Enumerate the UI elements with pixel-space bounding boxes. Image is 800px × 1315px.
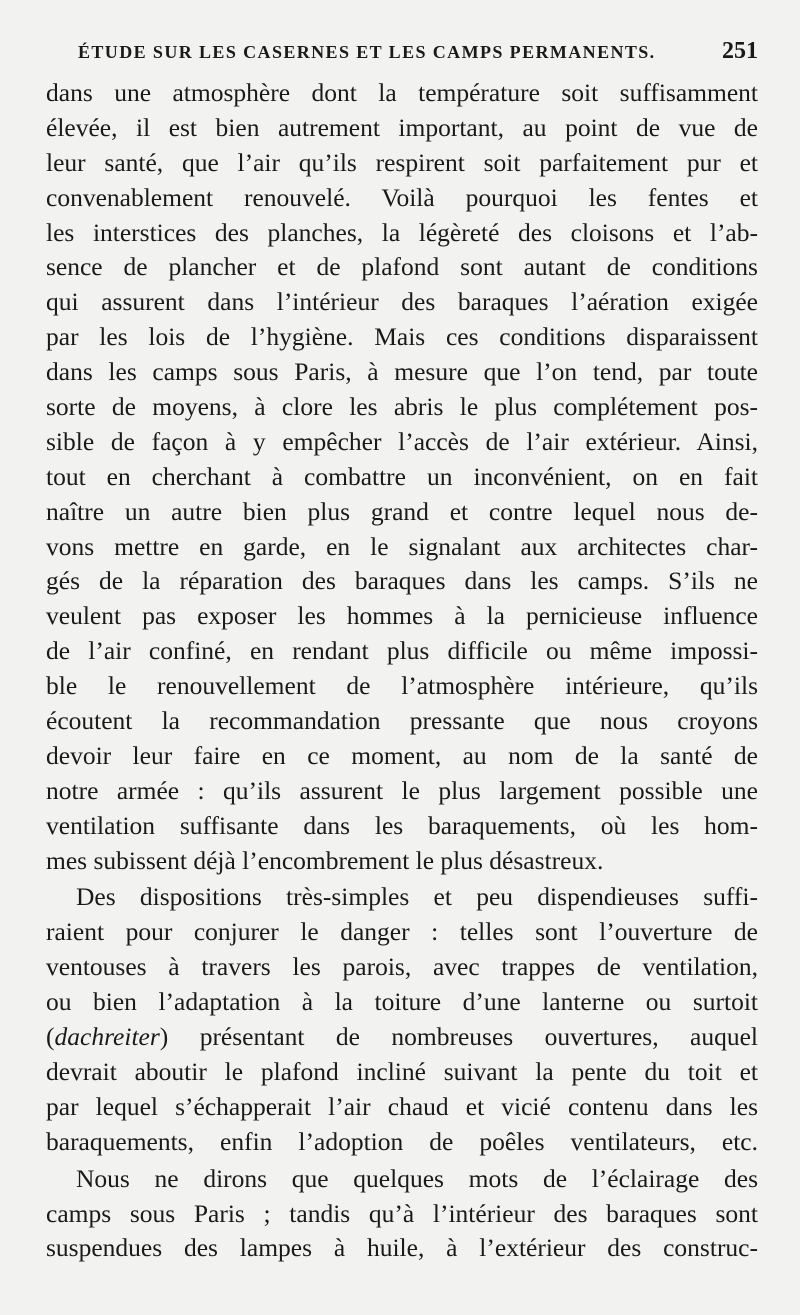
text-line: veulent pas exposer les hommes à la pernicieuse influence xyxy=(46,601,758,631)
header-title: ÉTUDE SUR LES CASERNES ET LES CAMPS PERMANENTS. xyxy=(78,42,656,62)
text-line: suspendues des lampes à huile, à l’extérieur des construc- xyxy=(46,1233,758,1263)
text-line: par les lois de l’hygiène. Mais ces conditions disparaissent xyxy=(46,322,758,352)
text-line: raient pour conjurer le danger : telles sont l’ouverture de xyxy=(46,917,758,947)
text-line: élevée, il est bien autrement important, au point de vue de xyxy=(46,112,758,142)
text-line: dans une atmosphère dont la température soit suffisamment xyxy=(46,78,758,107)
text-line: ventouses à travers les parois, avec trappes de ventilation, xyxy=(46,952,758,982)
text-line: sence de plancher et de plafond sont autant de conditions xyxy=(46,252,758,282)
text-line: dans les camps sous Paris, à mesure que l’on tend, par toute xyxy=(46,357,758,387)
text-line: ou bien l’adaptation à la toiture d’une lanterne ou surtoit xyxy=(46,987,758,1017)
text-line: devoir leur faire en ce moment, au nom de la santé de xyxy=(46,740,758,770)
text-line: naître un autre bien plus grand et contre lequel nous de- xyxy=(46,496,758,526)
text-line: ble le renouvellement de l’atmosphère intérieure, qu’ils xyxy=(46,671,758,701)
text-line: tout en cherchant à combattre un inconvénient, on en fait xyxy=(46,461,758,491)
text-line: de l’air confiné, en rendant plus difficile ou même impossi- xyxy=(46,636,758,666)
text-line: qui assurent dans l’intérieur des baraques l’aération exigée xyxy=(46,287,758,317)
text-line: convenablement renouvelé. Voilà pourquoi les fentes et xyxy=(46,182,758,212)
text-line: les interstices des planches, la légèreté des cloisons et l’ab- xyxy=(46,217,758,247)
text-line: camps sous Paris ; tandis qu’à l’intérieur des baraques sont xyxy=(46,1198,758,1228)
paragraph-1 xyxy=(46,76,758,878)
text-line: leur santé, que l’air qu’ils respirent soit parfaitement pur et xyxy=(46,147,758,177)
text-line: vons mettre en garde, en le signalant aux architectes char- xyxy=(46,531,758,561)
body-text xyxy=(46,76,758,1266)
text-line: Nous ne dirons que quelques mots de l’éclairage des xyxy=(76,1163,758,1193)
text-line: ventilation suffisante dans les baraquements, où les hom- xyxy=(46,810,758,840)
page-number: 251 xyxy=(722,38,758,64)
paragraph-2 xyxy=(46,880,758,1159)
text-line: baraquements, enfin l’adoption de poêles ventilateurs, etc. xyxy=(46,1126,758,1156)
text-line: Des dispositions très-simples et peu dispendieuses suffi- xyxy=(76,882,758,912)
text-line: par lequel s’échapperait l’air chaud et vicié contenu dans les xyxy=(46,1091,758,1121)
text-line: notre armée : qu’ils assurent le plus largement possible une xyxy=(46,775,758,805)
italic-term: dachreiter xyxy=(54,1022,160,1052)
text-line: mes subissent déjà l’encombrement le plus désastreux. xyxy=(46,845,604,875)
text-line: (dachreiter) présentant de nombreuses ouvertures, auquel xyxy=(46,1022,758,1052)
text-line: devrait aboutir le plafond incliné suivant la pente du toit et xyxy=(46,1056,758,1086)
running-header xyxy=(78,38,758,68)
text-line: écoutent la recommandation pressante que nous croyons xyxy=(46,706,758,736)
text-line: sorte de moyens, à clore les abris le plus complétement pos- xyxy=(46,392,758,422)
text-line: sible de façon à y empêcher l’accès de l’air extérieur. Ainsi, xyxy=(46,426,758,456)
text-line: gés de la réparation des baraques dans les camps. S’ils ne xyxy=(46,566,758,596)
paragraph-3 xyxy=(46,1162,758,1267)
